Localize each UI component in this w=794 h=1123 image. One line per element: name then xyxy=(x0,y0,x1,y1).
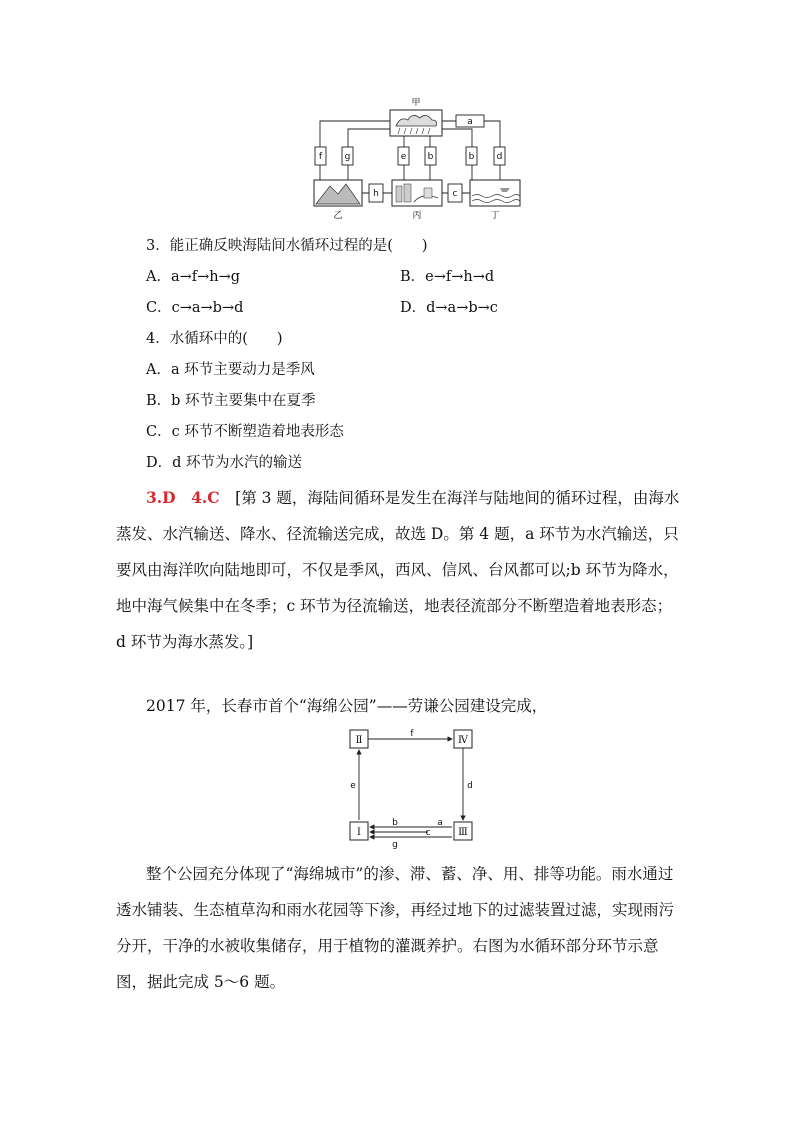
svg-text:Ⅱ: Ⅱ xyxy=(355,735,363,746)
edge-label-e: e xyxy=(350,781,356,791)
node-II xyxy=(350,730,368,748)
edge-box-d xyxy=(494,147,505,165)
cloud-picture-jia xyxy=(390,110,442,136)
edge-box-c xyxy=(448,184,462,202)
q4-option-a: A．a 环节主要动力是季风 xyxy=(146,362,315,378)
svg-text:e: e xyxy=(400,152,407,162)
svg-text:b: b xyxy=(427,152,434,162)
svg-text:a: a xyxy=(467,117,473,127)
node-IV xyxy=(454,730,472,748)
edge-box-f xyxy=(315,147,326,165)
edge-box-a xyxy=(456,115,484,127)
label-ding: 丁 xyxy=(490,211,500,221)
city-picture-bing xyxy=(392,180,442,206)
svg-text:c: c xyxy=(452,189,458,199)
label-yi: 乙 xyxy=(333,211,343,221)
svg-text:h: h xyxy=(373,189,379,199)
q3-option-c: C．c→a→b→d xyxy=(146,300,244,316)
q3-option-a: A．a→f→h→g xyxy=(146,269,241,285)
svg-text:Ⅳ: Ⅳ xyxy=(458,735,468,746)
edge-label-f: f xyxy=(410,729,414,739)
water-cycle-diagram xyxy=(300,92,530,224)
label-bing: 丙 xyxy=(412,211,422,221)
edge-label-g: g xyxy=(392,840,398,850)
ocean-picture-ding xyxy=(470,180,520,206)
q4-stem: 4．水循环中的( ) xyxy=(146,331,283,347)
edge-label-b: b xyxy=(392,818,398,828)
edge-box-b-bing xyxy=(425,147,436,165)
svg-text:Ⅰ: Ⅰ xyxy=(357,827,361,838)
svg-text:b: b xyxy=(468,152,475,162)
svg-text:g: g xyxy=(344,152,351,162)
intro-text: 2017 年，长春市首个“海绵公园”——劳谦公园建设完成， xyxy=(146,697,548,715)
answer-explanation xyxy=(116,480,682,660)
edge-label-a: a xyxy=(437,818,443,828)
node-III xyxy=(454,822,472,840)
svg-text:f: f xyxy=(318,152,323,162)
final-paragraph: 整个公园充分体现了“海绵城市”的渗、滞、蓄、净、用、排等功能。雨水通过透水铺装、生态植草沟和雨水花园等下渗，再经过地下的过滤装置过滤，实现雨污分开，干净的水被收集储存，用于植物的灌溉养护。右图为水循环部分环节示意图，据此完成 5～6 题。 xyxy=(116,865,675,991)
svg-text:d: d xyxy=(496,152,503,162)
q3-option-d: D．d→a→b→c xyxy=(400,300,498,316)
edge-box-e xyxy=(398,147,409,165)
q4-option-c: C．c 环节不断塑造着地表形态 xyxy=(146,424,344,440)
q4-option-d: D．d 环节为水汽的输送 xyxy=(146,455,303,471)
edge-box-b-ding xyxy=(466,147,477,165)
label-jia: 甲 xyxy=(411,98,421,108)
answer-text: [第 3 题，海陆间循环是发生在海洋与陆地间的循环过程，由海水蒸发、水汽输送、降水、径流输送完成，故选 D。第 4 题，a 环节为水汽输送，只要风由海洋吹向陆地即可，不仅是季风，西风、信风、台风都可以;b 环节为降水，地中海气候集中在冬季；c 环节为径流输送，地表径流部分不断塑造着地表形态；d 环节为海水蒸发。] xyxy=(116,489,680,651)
edge-box-g xyxy=(342,147,353,165)
node-I xyxy=(350,822,368,840)
answer-key: 3.D 4.C xyxy=(146,488,220,507)
sponge-park-cycle-diagram xyxy=(340,726,480,852)
svg-text:Ⅲ: Ⅲ xyxy=(458,827,468,838)
edge-label-c: c xyxy=(425,828,431,838)
edge-label-d: d xyxy=(467,781,473,791)
edge-box-h xyxy=(369,184,383,202)
q3-stem: 3．能正确反映海陆间水循环过程的是( ) xyxy=(146,238,428,254)
q4-option-b: B．b 环节主要集中在夏季 xyxy=(146,393,316,409)
q3-option-b: B．e→f→h→d xyxy=(400,269,495,285)
mountain-picture-yi xyxy=(314,180,362,206)
